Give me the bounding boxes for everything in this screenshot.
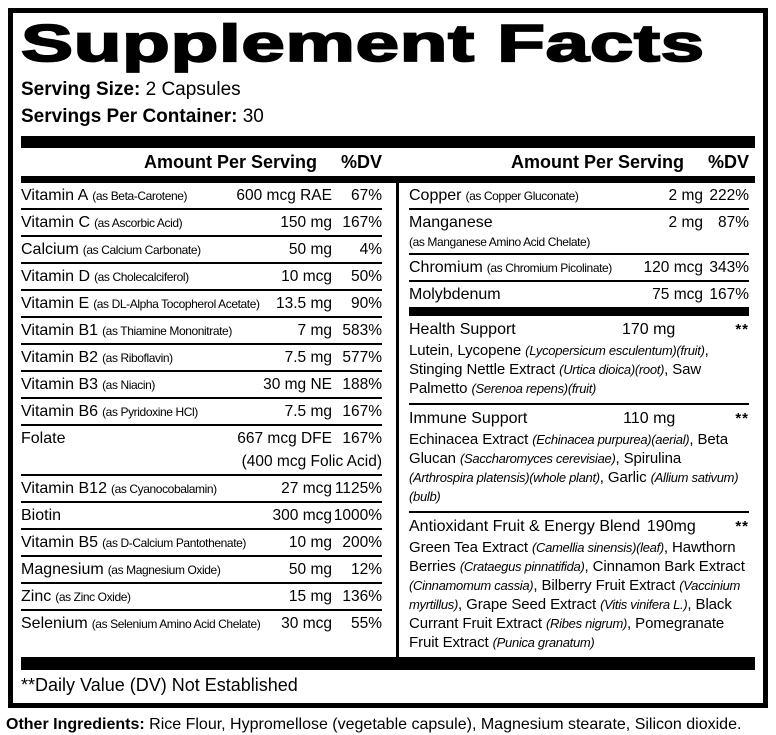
blend-amount: 190mg — [646, 517, 696, 535]
nutrient-name: Vitamin C — [21, 213, 91, 231]
nutrient-row — [21, 555, 382, 582]
nutrient-row-line — [21, 264, 382, 289]
serving-size-line — [21, 78, 755, 102]
nutrient-row — [409, 183, 749, 208]
nutrient-amount: 50 mg — [288, 240, 332, 258]
thick-divider-bottom — [21, 657, 755, 670]
blend-dv-asterisks: ** — [735, 320, 749, 338]
proprietary-blends — [409, 316, 749, 657]
nutrient-row-line — [409, 255, 749, 280]
dv-header: %DV — [707, 151, 749, 172]
nutrient-name: Copper — [409, 186, 462, 204]
nutrient-dv: 55% — [350, 614, 382, 632]
nutrient-row — [21, 370, 382, 397]
blend-ingredients: Echinacea Extract (Echinacea purpurea)(aerial), Beta Glucan (Saccharomyces cerevisiae), Spirulina (Arthrospira platensis)(whole plant), Garlic (Allium sativum)(bulb) — [409, 430, 739, 504]
blend-section — [409, 316, 749, 403]
nutrient-row — [21, 343, 382, 370]
nutrient-name: Vitamin B12 — [21, 479, 107, 497]
nutrient-name: Vitamin E — [21, 294, 90, 312]
nutrient-source-qualifier: (as Chromium Picolinate) — [486, 260, 612, 275]
nutrient-source-qualifier: (as Copper Gluconate) — [465, 188, 579, 203]
nutrient-amount: 30 mcg — [281, 614, 332, 632]
nutrient-amount: 7.5 mg — [284, 348, 332, 366]
panel-title: Supplement Facts — [21, 15, 705, 73]
nutrient-amount: 13.5 mg — [275, 294, 332, 312]
nutrient-source-qualifier: (as Magnesium Oxide) — [107, 562, 221, 577]
nutrient-row-line — [21, 426, 382, 451]
right-column-header — [396, 148, 755, 176]
nutrient-row-line — [409, 183, 749, 208]
nutrient-row-line — [409, 282, 749, 307]
nutrient-source-qualifier: (as Riboflavin) — [102, 350, 173, 365]
other-ingredients-line — [6, 715, 774, 735]
nutrient-dv: 583% — [342, 321, 382, 339]
dv-header: %DV — [340, 151, 382, 172]
nutrient-name: Magnesium — [21, 560, 104, 578]
nutrient-dv: 188% — [342, 375, 382, 393]
left-column-header — [21, 148, 396, 176]
blend-name: Immune Support — [409, 409, 528, 427]
nutrient-amount: 30 mg NE — [263, 375, 332, 393]
nutrient-source-qualifier: (as DL-Alpha Tocopherol Acetate) — [93, 296, 260, 311]
blend-section — [409, 403, 749, 511]
other-ingredients-text: Rice Flour, Hypromellose (vegetable capsule), Magnesium stearate, Silicon dioxide. — [144, 715, 742, 733]
nutrient-dv: 90% — [350, 294, 382, 312]
blend-dv-asterisks: ** — [735, 517, 749, 535]
nutrient-dv: 12% — [350, 560, 382, 578]
nutrient-source-qualifier: (as Pyridoxine HCl) — [102, 404, 198, 419]
blend-dv-asterisks: ** — [735, 409, 749, 427]
nutrient-row — [21, 528, 382, 555]
right-nutrient-column — [399, 183, 755, 657]
blend-name: Health Support — [409, 320, 516, 338]
nutrient-row-line — [21, 503, 382, 528]
nutrient-row — [409, 208, 749, 253]
nutrient-name: Zinc — [21, 587, 52, 605]
nutrient-source-qualifier: (as Ascorbic Acid) — [94, 215, 183, 230]
nutrient-source-qualifier: (as D-Calcium Pantothenate) — [102, 535, 247, 550]
nutrient-source-qualifier: (as Zinc Oxide) — [55, 589, 131, 604]
nutrient-source-qualifier: (as Cyanocobalamin) — [110, 481, 217, 496]
nutrient-name: Vitamin B1 — [21, 321, 99, 339]
nutrient-row-line — [21, 291, 382, 316]
nutrient-name: Calcium — [21, 240, 79, 258]
nutrient-name: Vitamin B3 — [21, 375, 99, 393]
nutrient-amount: 2 mg — [668, 213, 703, 231]
nutrient-row-line — [21, 611, 382, 636]
nutrient-row-line — [21, 530, 382, 555]
amount-per-serving-header: Amount Per Serving — [143, 151, 317, 172]
nutrient-row-line — [21, 557, 382, 582]
nutrient-amount: 10 mcg — [281, 267, 332, 285]
nutrient-source-qualifier: (as Niacin) — [102, 377, 156, 392]
nutrient-row — [21, 501, 382, 528]
nutrient-name: Molybdenum — [409, 285, 501, 303]
serving-size-label: Serving Size: — [21, 79, 141, 100]
nutrient-columns — [21, 183, 755, 657]
nutrient-dv: 200% — [342, 533, 382, 551]
nutrient-row-line — [409, 210, 749, 235]
nutrient-row — [409, 253, 749, 280]
blend-amount: 110 mg — [623, 409, 676, 427]
nutrient-amount: 10 mg — [288, 533, 332, 551]
nutrient-dv: 50% — [350, 267, 382, 285]
nutrient-dv: 136% — [342, 587, 382, 605]
amount-per-serving-header: Amount Per Serving — [510, 151, 684, 172]
nutrient-name: Vitamin A — [21, 186, 89, 204]
nutrient-row — [21, 397, 382, 424]
nutrient-row-line — [21, 476, 382, 501]
nutrient-row — [21, 424, 382, 474]
nutrient-amount: 667 mcg DFE — [237, 429, 332, 447]
nutrient-dv: 167% — [342, 429, 382, 447]
nutrient-amount: 120 mcg — [643, 258, 703, 276]
blend-ingredients: Green Tea Extract (Camellia sinensis)(leaf), Hawthorn Berries (Crataegus pinnatifida), Cinnamon Bark Extract (Cinnamomum cassia), Bilberry Fruit Extract (Vaccinium myrtillus), Grape Seed Extract (Vitis vinifera L.), Black Currant Fruit Extract (Ribes nigrum), Pomegranate Fruit Extract (Punica granatum) — [409, 538, 745, 651]
nutrient-row-line — [21, 372, 382, 397]
servings-per-container-label: Servings Per Container: — [21, 105, 238, 127]
nutrient-source-note: (as Manganese Amino Acid Chelate) — [409, 234, 590, 249]
other-ingredients-label: Other Ingredients: — [6, 715, 145, 733]
nutrient-row-line — [21, 318, 382, 343]
nutrient-row-line — [21, 345, 382, 370]
supplement-facts-panel — [8, 8, 768, 708]
column-headers — [21, 148, 755, 176]
nutrient-amount: 600 mcg RAE — [236, 186, 332, 204]
nutrient-row-line — [21, 584, 382, 609]
nutrient-amount: 300 mcg — [272, 506, 332, 524]
daily-value-footnote: **Daily Value (DV) Not Established — [21, 674, 298, 695]
nutrient-dv: 343% — [709, 258, 749, 276]
nutrient-dv: 167% — [342, 402, 382, 420]
nutrient-dv: 167% — [709, 285, 749, 303]
right-minerals-rows — [409, 183, 749, 307]
nutrient-row — [21, 609, 382, 636]
nutrient-dv: 67% — [350, 186, 382, 204]
nutrient-amount: 2 mg — [668, 186, 703, 204]
serving-size-value: 2 Capsules — [140, 79, 241, 100]
minerals-blends-divider-bar — [409, 307, 749, 316]
nutrient-name: Folate — [21, 429, 66, 447]
nutrient-name: Chromium — [409, 258, 483, 276]
nutrient-amount-note: (400 mcg Folic Acid) — [241, 452, 382, 470]
nutrient-row — [21, 474, 382, 501]
blend-header — [409, 316, 749, 341]
nutrient-row-line — [21, 399, 382, 424]
nutrient-row-line — [21, 183, 382, 208]
nutrient-amount: 7 mg — [297, 321, 332, 339]
nutrient-row-line — [21, 210, 382, 235]
nutrient-row — [21, 316, 382, 343]
nutrient-name: Vitamin B2 — [21, 348, 99, 366]
blend-ingredients: Lutein, Lycopene (Lycopersicum esculentum)(fruit), Stinging Nettle Extract (Urtica dioica)(root), Saw Palmetto (Serenoa repens)(fruit) — [409, 341, 709, 397]
nutrient-dv: 577% — [342, 348, 382, 366]
nutrient-row — [21, 289, 382, 316]
nutrient-amount: 75 mcg — [652, 285, 703, 303]
nutrient-dv: 1000% — [333, 506, 382, 524]
servings-per-container-value: 30 — [237, 105, 264, 127]
blend-header — [409, 405, 749, 430]
thick-divider-top — [21, 136, 755, 148]
nutrient-source-qualifier: (as Cholecalciferol) — [94, 269, 189, 284]
nutrient-amount: 50 mg — [288, 560, 332, 578]
nutrient-amount: 150 mg — [280, 213, 332, 231]
nutrient-row — [21, 262, 382, 289]
blend-section — [409, 511, 749, 657]
nutrient-amount: 27 mcg — [281, 479, 332, 497]
blend-name: Antioxidant Fruit & Energy Blend — [409, 517, 641, 535]
nutrient-source-qualifier: (as Beta-Carotene) — [92, 188, 188, 203]
nutrient-dv: 4% — [359, 240, 382, 258]
nutrient-row — [21, 235, 382, 262]
nutrient-dv: 222% — [709, 186, 749, 204]
nutrient-dv: 167% — [342, 213, 382, 231]
left-nutrient-column — [21, 183, 396, 657]
nutrient-amount: 15 mg — [288, 587, 332, 605]
nutrient-name: Vitamin B6 — [21, 402, 99, 420]
nutrient-row — [21, 183, 382, 208]
nutrient-row — [409, 280, 749, 307]
nutrient-amount: 7.5 mg — [284, 402, 332, 420]
nutrient-name: Vitamin B5 — [21, 533, 99, 551]
nutrient-source-qualifier: (as Calcium Carbonate) — [82, 242, 201, 257]
servings-per-container-line — [21, 105, 755, 129]
nutrient-row — [21, 208, 382, 235]
nutrient-name: Biotin — [21, 506, 62, 524]
nutrient-dv: 1125% — [334, 479, 382, 497]
nutrient-row-line — [21, 237, 382, 262]
nutrient-source-qualifier: (as Selenium Amino Acid Chelate) — [91, 616, 261, 631]
blend-header — [409, 513, 749, 538]
blend-amount: 170 mg — [621, 320, 676, 338]
header-underline-bar — [21, 176, 755, 183]
nutrient-dv: 87% — [717, 213, 749, 231]
nutrient-name: Vitamin D — [21, 267, 91, 285]
nutrient-name: Manganese — [409, 213, 493, 231]
nutrient-row — [21, 582, 382, 609]
nutrient-source-qualifier: (as Thiamine Mononitrate) — [102, 323, 232, 338]
nutrient-name: Selenium — [21, 614, 88, 632]
